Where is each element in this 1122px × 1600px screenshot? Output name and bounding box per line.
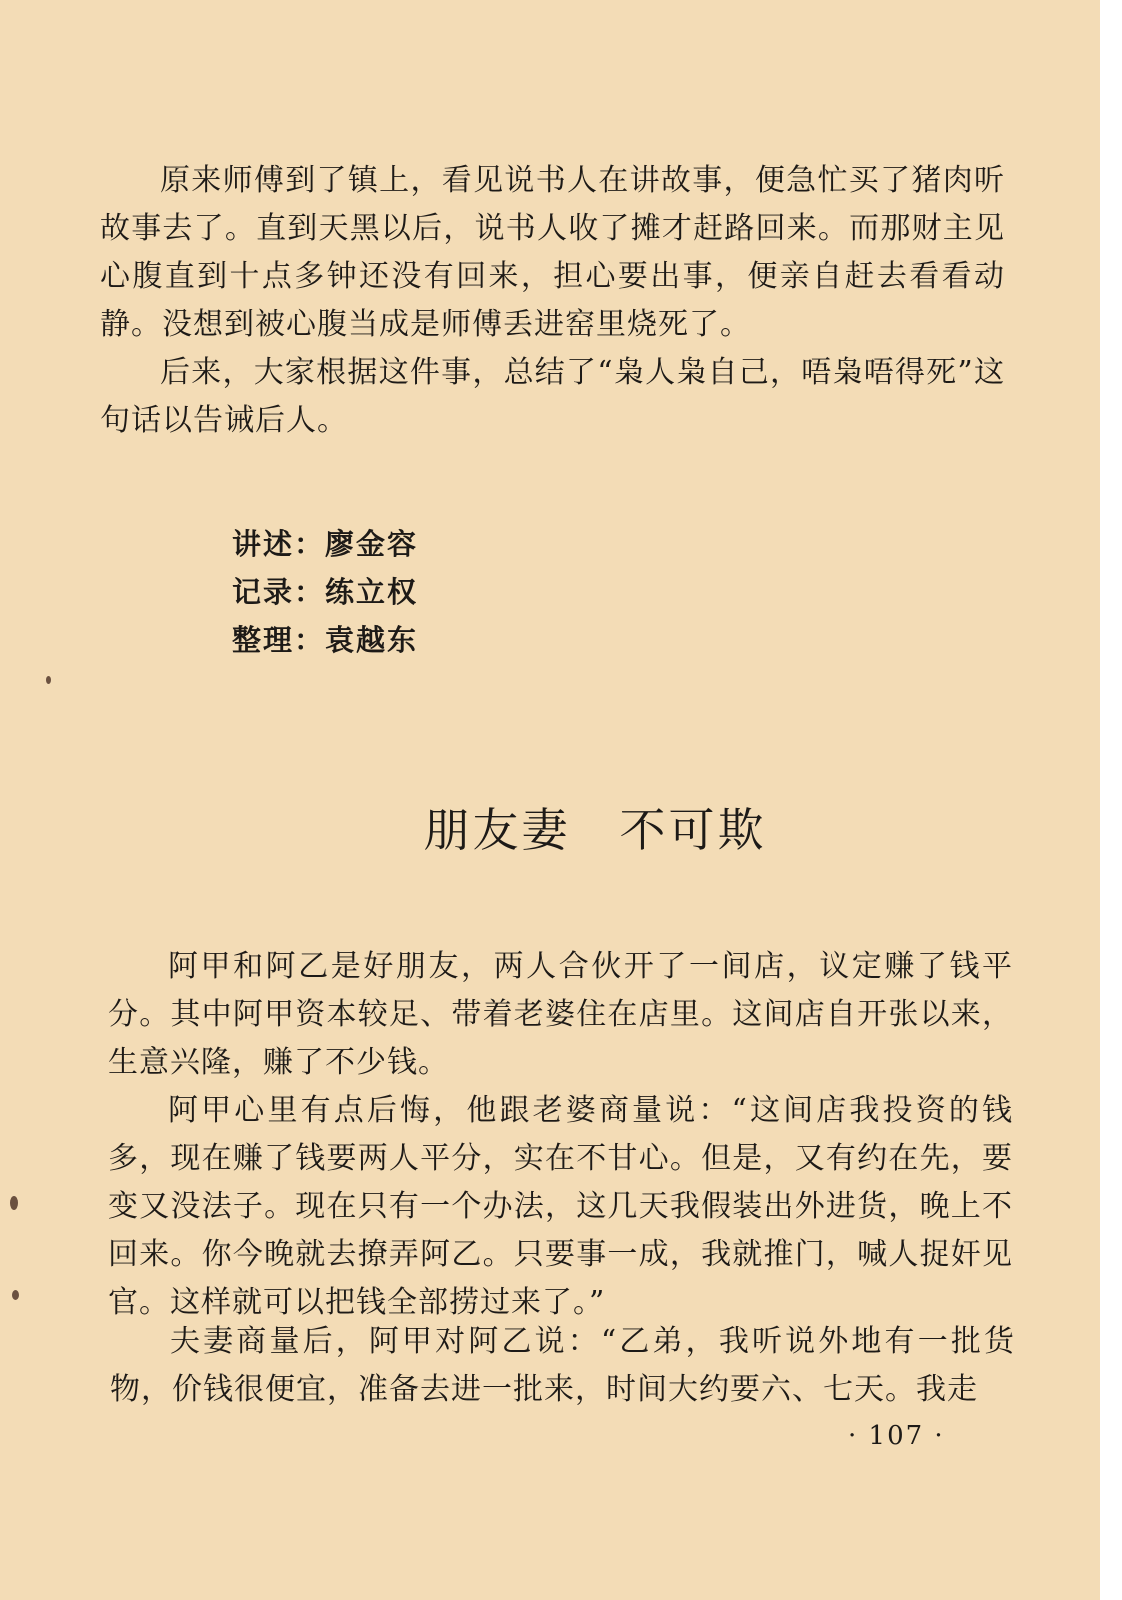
credit-editor: 整理：袁越东 <box>232 623 419 657</box>
credit-narrator: 讲述：廖金容 <box>232 527 419 561</box>
scan-margin <box>1100 0 1122 1600</box>
credit-recorder: 记录：练立权 <box>232 575 419 609</box>
story1-paragraph-1: 原来师傅到了镇上，看见说书人在讲故事，便急忙买了猪肉听故事去了。直到天黑以后，说书人收了摊才赶路回来。而那财主见心腹直到十点多钟还没有回来，担心要出事，便亲自赶去看看动静。没想到被心腹当成是师傅丢进窑里烧死了。 <box>100 163 1005 342</box>
story1-paragraph-2: 后来，大家根据这件事，总结了“枭人枭自己，唔枭唔得死”这句话以告诫后人。 <box>100 355 1005 438</box>
paper-speck <box>12 1290 19 1300</box>
story2-paragraph-1: 阿甲和阿乙是好朋友，两人合伙开了一间店，议定赚了钱平分。其中阿甲资本较足、带着老婆住在店里。这间店自开张以来，生意兴隆，赚了不少钱。 <box>108 949 1013 1080</box>
paper-speck <box>10 1196 18 1210</box>
paper-speck <box>46 676 51 684</box>
page-number: · 107 · <box>848 1421 945 1451</box>
story2-paragraph-2: 阿甲心里有点后悔，他跟老婆商量说：“这间店我投资的钱多，现在赚了钱要两人平分，实在不甘心。但是，又有约在先，要变又没法子。现在只有一个办法，这几天我假装出外进货，晚上不回来。你今晚就去撩弄阿乙。只要事一成，我就推门，喊人捉奸见官。这样就可以把钱全部捞过来了。” <box>108 1093 1013 1320</box>
story1-credits <box>232 520 418 664</box>
story2-paragraph-3: 夫妻商量后，阿甲对阿乙说：“乙弟，我听说外地有一批货物，价钱很便宜，准备去进一批来，时间大约要六、七天。我走 <box>110 1324 1015 1407</box>
story2-title: 朋友妻 不可欺 <box>423 803 767 857</box>
